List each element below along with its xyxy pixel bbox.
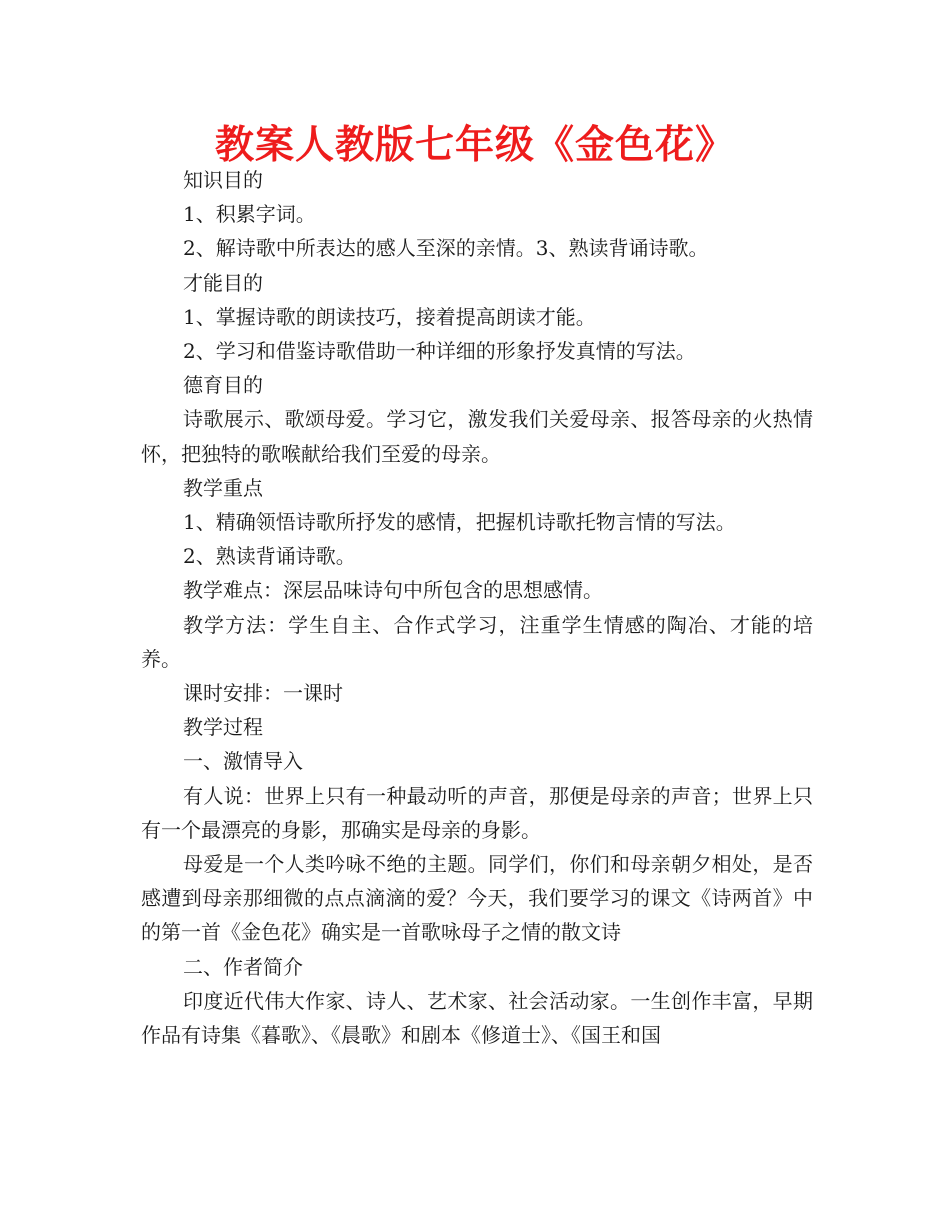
document-body	[141, 163, 813, 1052]
paragraph: 才能目的	[183, 270, 263, 295]
paragraph: 1、精确领悟诗歌所抒发的感情，把握机诗歌托物言情的写法。	[183, 510, 736, 535]
paragraph: 教学方法：学生自主、合作式学习，注重学生情感的陶冶、才能的培养。	[141, 612, 813, 671]
paragraph: 印度近代伟大作家、诗人、艺术家、社会活动家。一生创作丰富，早期作品有诗集《暮歌》、《晨歌》和剧本《修道士》、《国王和国	[141, 988, 813, 1048]
paragraph: 课时安排：一课时	[183, 681, 343, 706]
paragraph: 教学重点	[183, 475, 263, 500]
paragraph: 教学过程	[183, 715, 263, 740]
paragraph: 2、熟读背诵诗歌。	[183, 544, 356, 569]
paragraph: 有人说：世界上只有一种最动听的声音，那便是母亲的声音；世界上只有一个最漂亮的身影，那确实是母亲的身影。	[141, 783, 813, 842]
paragraph: 一、激情导入	[183, 749, 303, 774]
paragraph: 2、解诗歌中所表达的感人至深的亲情。3、熟读背诵诗歌。	[183, 236, 709, 261]
paragraph: 母爱是一个人类吟咏不绝的主题。同学们，你们和母亲朝夕相处，是否感遭到母亲那细微的点点滴滴的爱？今天，我们要学习的课文《诗两首》中的第一首《金色花》确实是一首歌咏母子之情的散文诗	[141, 852, 813, 945]
paragraph: 知识目的	[183, 168, 263, 192]
document-title: 教案人教版七年级《金色花》	[214, 123, 735, 168]
paragraph: 二、作者简介	[183, 954, 303, 979]
paragraph: 2、学习和借鉴诗歌借助一种详细的形象抒发真情的写法。	[183, 339, 696, 364]
paragraph: 德育目的	[183, 373, 263, 398]
paragraph: 诗歌展示、歌颂母爱。学习它，激发我们关爱母亲、报答母亲的火热情怀，把独特的歌喉献给我们至爱的母亲。	[141, 407, 813, 466]
paragraph: 1、积累字词。	[183, 202, 316, 227]
paragraph: 1、掌握诗歌的朗读技巧，接着提高朗读才能。	[183, 304, 596, 329]
paragraph: 教学难点：深层品味诗句中所包含的思想感情。	[183, 578, 603, 603]
